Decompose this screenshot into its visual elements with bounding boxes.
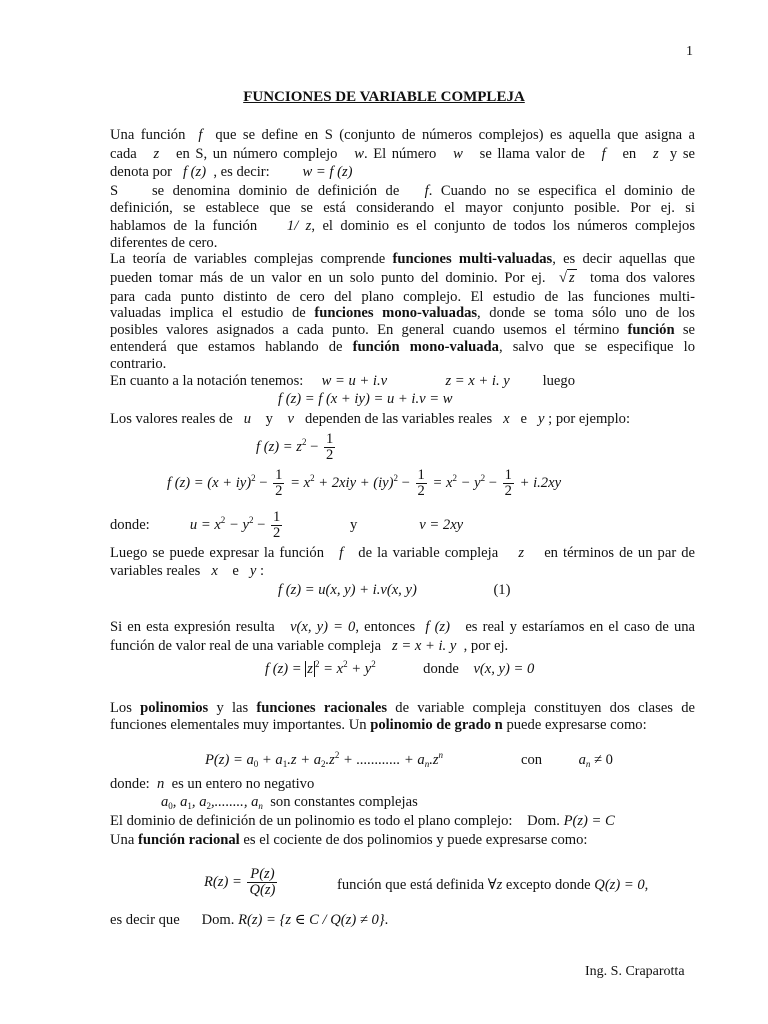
equation-1: f $(z) = z^2$ − $\frac{1}{2}$ (256, 431, 334, 463)
equation-4: f (z) = u(x, y) + i.v(x, y) (1) (278, 582, 511, 598)
p7-line1: Los polinomios y las funciones racionales de variable compleja constituyen dos clases de (110, 700, 695, 716)
rational-domain-text: función que está definida ∀z excepto donde Q(z) = 0, (337, 877, 649, 893)
page-title: FUNCIONES DE VARIABLE COMPLEJA (243, 89, 525, 105)
fraction: $\frac{1}{2}$ (272, 509, 281, 541)
p1-line2: cada z en S, un número complejo w. El número w se llama valor de f en z y se (110, 146, 695, 162)
polynomial-condition: con $a_n \ne 0$ (521, 752, 613, 769)
fraction: $\frac{1}{2}$ (417, 467, 425, 499)
polynomial-equation: $P(z) = a_0 + a_1.z + a_2.z^2$ + ............ + $a_n.z^n$ (205, 750, 444, 769)
p5-line1: Luego se puede expresar la función f de la variable compleja z en términos de un par de (110, 545, 696, 561)
equation-number: (1) (493, 582, 511, 598)
p2-line4: diferentes de cero. (110, 235, 218, 251)
equation-3: donde: $u = x^2 - y^2$ − $\frac{1}{2}$ y v = 2xy (110, 509, 464, 541)
p1-line3: denota por f (z) , es decir: w = f (z) (110, 164, 353, 180)
rational-equation: R(z) = $\frac{P(z)}{Q(z)}$ (204, 866, 276, 898)
p2-line2: definición, se establece que se está considerando el mayor conjunto posible. Por ej. si (110, 200, 695, 216)
domain-polynomial: El dominio de definición de un polinomio es todo el plano complejo: Dom. P(z) = C (110, 813, 615, 829)
p2-line3: hablamos de la función 1/ z, el dominio es el conjunto de todos los números complejos (110, 218, 695, 234)
p7-line2: funciones elementales muy importantes. Un polinomio de grado n puede expresarse como: (110, 717, 647, 733)
p3-line1: La teoría de variables complejas comprende funciones multi-valuadas, es decir aquellas que (110, 251, 695, 267)
p6-line1: Si en esta expresión resulta v(x, y) = 0, entonces f (z) es real y estaríamos en el caso de una (110, 619, 696, 635)
p3-line3: para cada punto distinto de cero del plano complejo. El estudio de las funciones multi- (110, 289, 695, 305)
p5-line2: variables reales x e y : (110, 563, 265, 579)
fraction: $\frac{1}{2}$ (325, 431, 334, 463)
p4-line2: f (z) = f (x + iy) = u + i.v = w (278, 391, 453, 407)
fraction: $\frac{1}{2}$ (275, 467, 283, 499)
p6-line2: función de valor real de una variable compleja z = x + i. y , por ej. (110, 638, 509, 654)
donde-line1: donde: n es un entero no negativo (110, 776, 315, 792)
equation-2: f (z) = (x + iy)$^2$ − $\frac{1}{2}$ = $x^2 + 2xiy + (iy)^2$ − $\frac{1}{2}$ = $x^2 - y^2$ − $\frac{1}{2}$ + i.2xy (167, 467, 562, 499)
p3-line5: posibles valores asignados a cada punto. En general cuando usemos el término función se (110, 322, 695, 338)
fraction: $\frac{P(z)}{Q(z)}$ (249, 866, 276, 898)
p1-line1: Una función f que se define en S (conjunto de números complejos) es aquella que asigna a (110, 127, 696, 143)
p4-line3: Los valores reales de u y v dependen de las variables reales x e y ; por ejemplo: (110, 411, 630, 427)
rational-definition: Una función racional es el cociente de dos polinomios y puede expresarse como: (110, 832, 588, 848)
rational-domain: es decir que Dom. R(z) = {z ∈ C / Q(z) ≠ 0}. (110, 912, 389, 928)
equation-5: f (z) = z $^2 = x^2 + y^2$ donde v(x, y) = 0 (265, 659, 535, 677)
sqrt-symbol: √ z (558, 270, 575, 286)
p3-line2: pueden tomar más de un valor en un solo punto del dominio. Por ej. √ z toma dos valores (110, 270, 696, 286)
p3-line7: contrario. (110, 356, 167, 372)
p3-line6: entenderá que estamos hablando de función mono-valuada, salvo que se especifique lo (110, 339, 695, 355)
p4-line1: En cuanto a la notación tenemos: w = u + i.v z = x + i. y luego (110, 373, 576, 389)
footer-author: Ing. S. Craparotta (585, 964, 685, 979)
page-number: 1 (686, 44, 693, 59)
fraction: $\frac{1}{2}$ (504, 467, 512, 499)
donde-line2: $a_0$, $a_1$, $a_2$,........, $a_n$ son constantes complejas (161, 794, 418, 811)
p2-line1: S se denomina dominio de definición de f. Cuando no se especifica el dominio de (110, 183, 696, 199)
p3-line4: valuadas implica el estudio de funciones mono-valuadas, donde se toma sólo uno de los (110, 305, 695, 321)
